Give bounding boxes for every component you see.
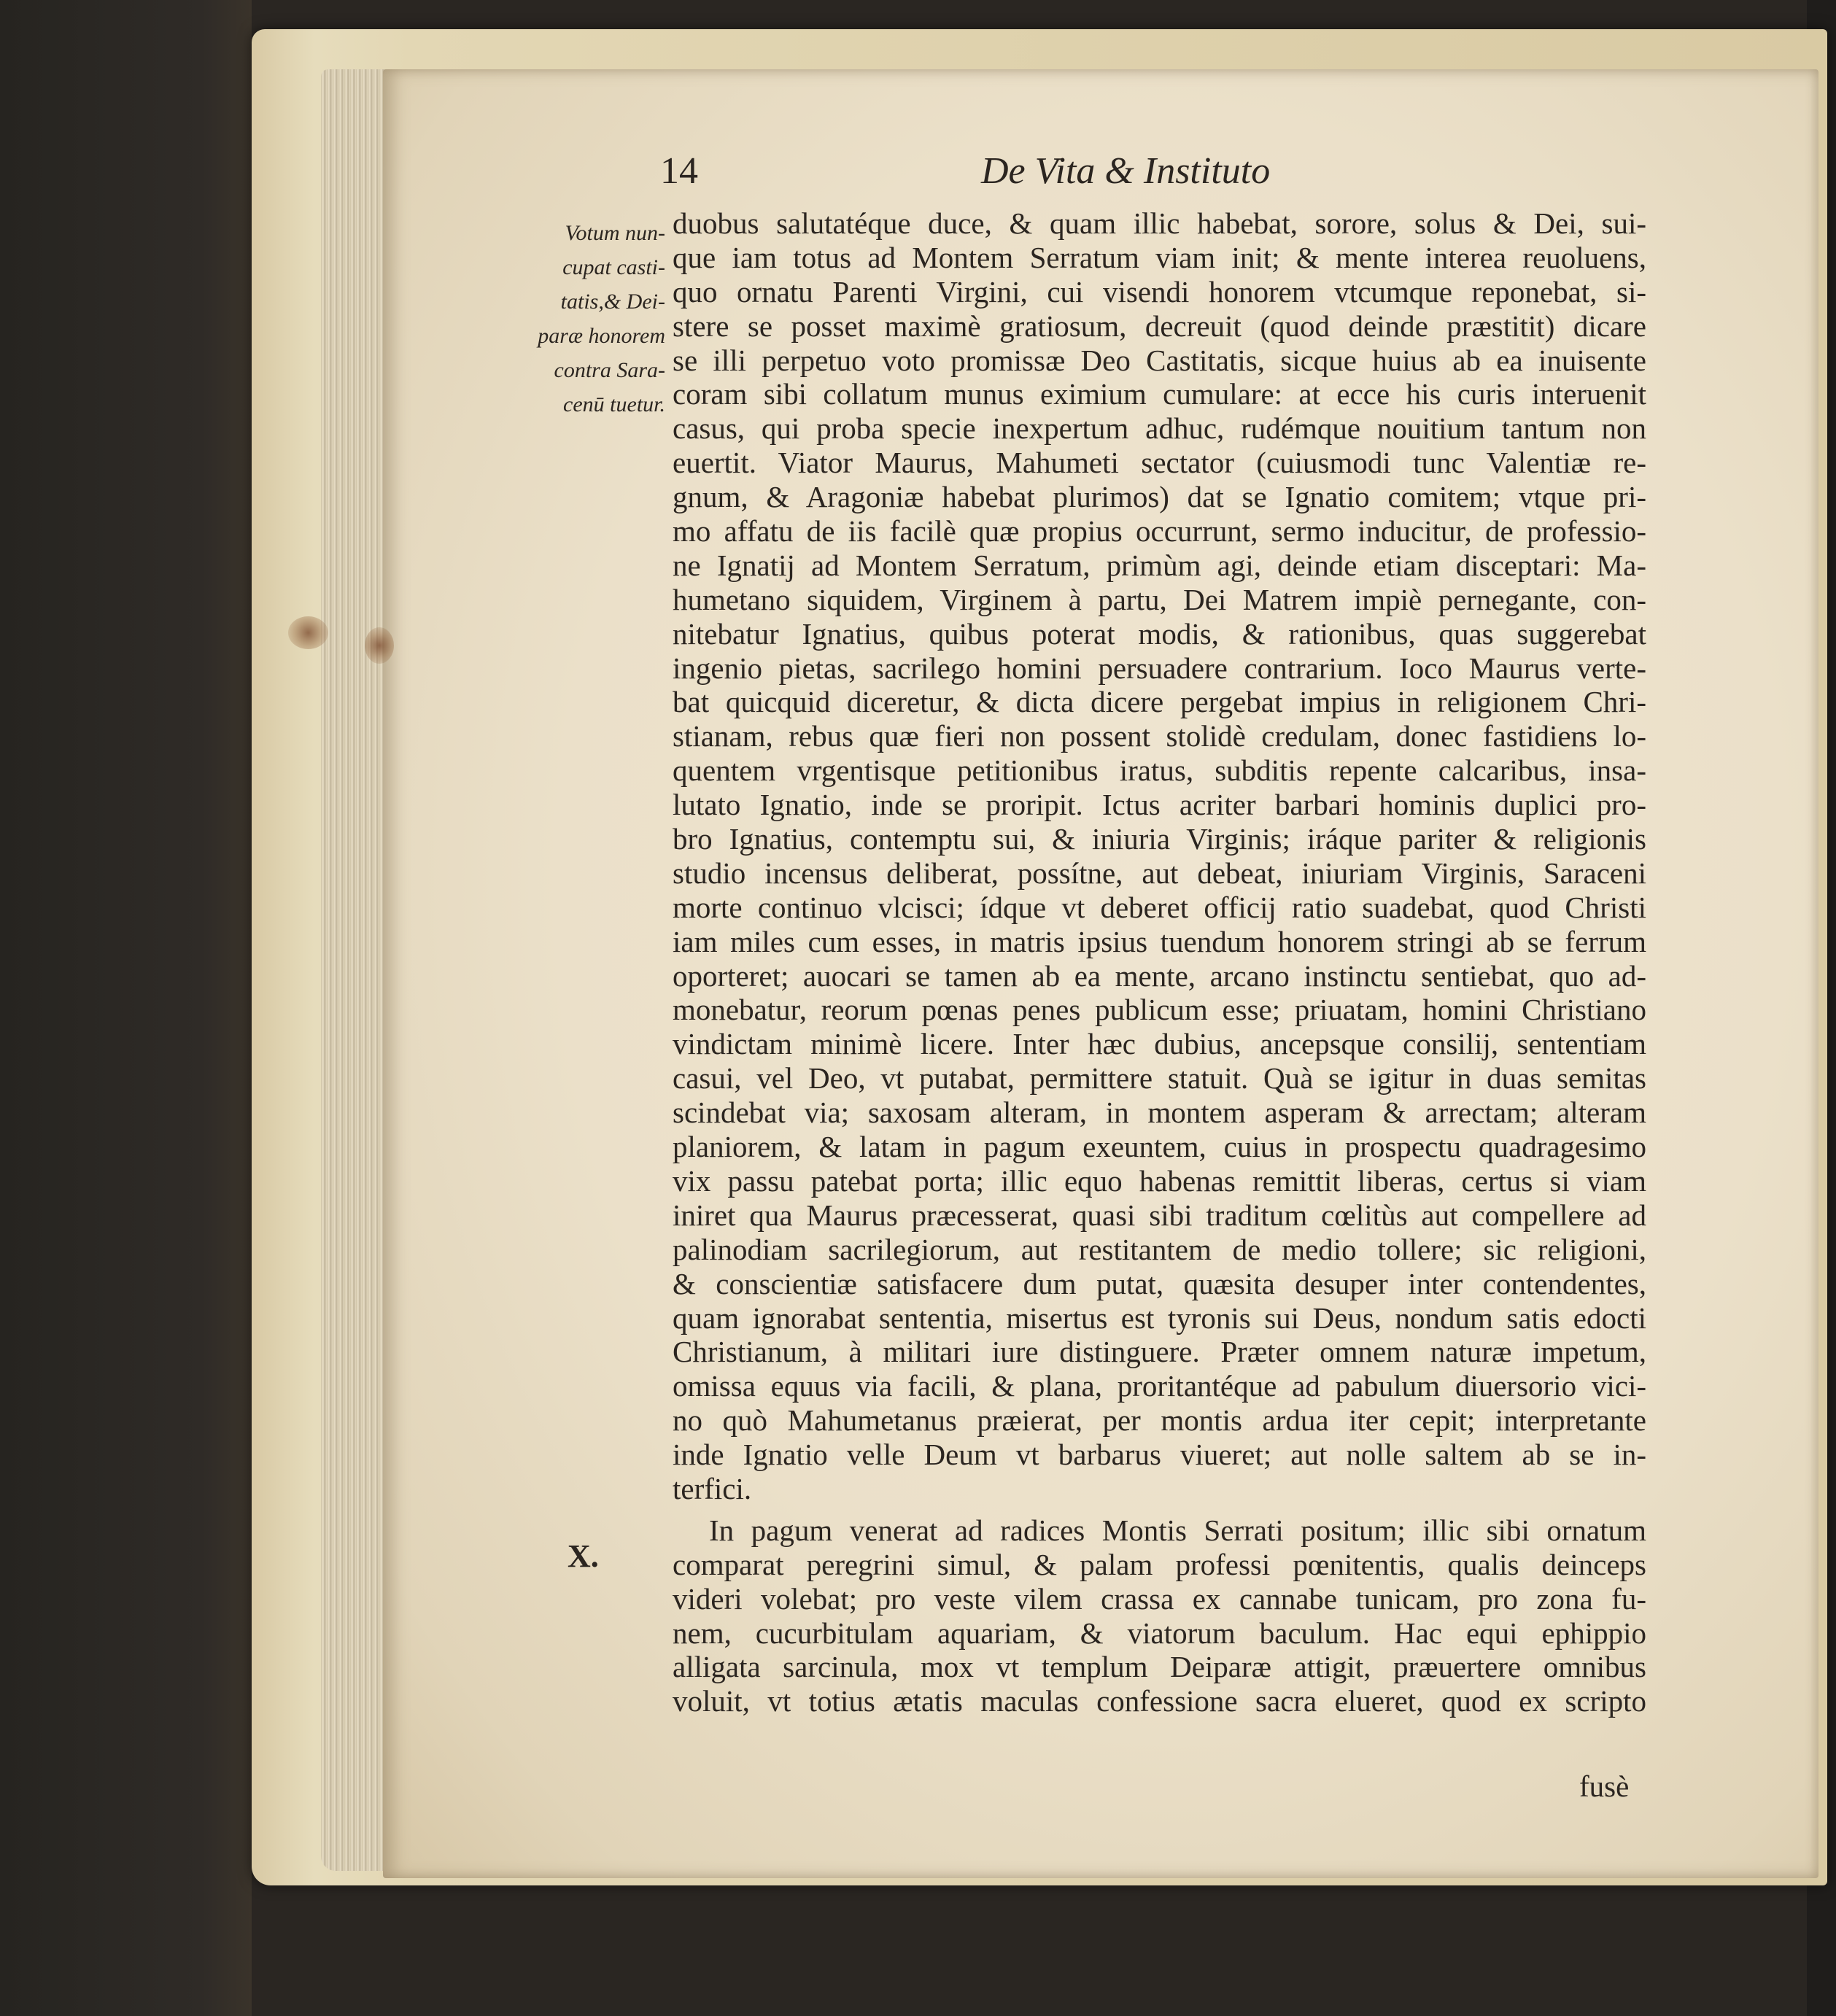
text-line: humetano siquidem, Virginem à partu, Dei Matrem impiè pernegante, con-: [673, 582, 1646, 616]
text-line: inde Ignatio velle Deum vt barbarus viueret; aut nolle saltem ab se in-: [673, 1438, 1646, 1472]
text-line: no quò Mahumetanus præierat, per montis ardua iter cepit; interpretante: [673, 1403, 1646, 1438]
text-line: In pagum venerat ad radices Montis Serrati positum; illic sibi ornatum: [709, 1513, 1646, 1547]
text-line: ne Ignatij ad Montem Serratum, primùm agi, deinde etiam disceptari: Ma-: [673, 548, 1646, 582]
text-line: voluit, vt totius ætatis maculas confessione sacra elueret, quod ex scripto: [673, 1684, 1646, 1718]
running-title: De Vita & Instituto: [981, 150, 1271, 192]
text-line: planiorem, & latam in pagum exeuntem, cuius in prospectu quadragesimo: [673, 1130, 1646, 1164]
text-line: quentem vrgentisque petitionibus iratus, subditis repente calcaribus, insa-: [673, 753, 1646, 788]
text-line: casui, vel Deo, vt putabat, permittere statuit. Quà se igitur in duas semitas: [673, 1061, 1646, 1096]
text-line: & conscientiæ satisfacere dum putat, quæsita desuper inter contendentes,: [673, 1266, 1646, 1300]
text-line: vindictam minimè licere. Inter hæc dubius, ancepsque consilij, sententiam: [673, 1027, 1646, 1061]
text-line: que iam totus ad Montem Serratum viam init; & mente interea reuoluens,: [673, 240, 1646, 274]
section-number: X.: [568, 1538, 599, 1574]
text-line: videri volebat; pro veste vilem crassa ex cannabe tunicam, pro zona fu-: [673, 1581, 1646, 1616]
margin-note-line: contra Sara-: [554, 358, 665, 382]
text-line: palinodiam sacrilegiorum, aut restitantem de medio tollere; sic religioni,: [673, 1232, 1646, 1266]
text-line: Christianum, à militari iure distinguere. Præter omnem naturæ impetum,: [673, 1335, 1646, 1369]
margin-note: [511, 216, 665, 422]
margin-note-line: paræ honorem: [538, 324, 665, 348]
text-line: morte continuo vlcisci; ídque vt deberet officij ratio suadebat, quod Christi: [673, 890, 1646, 924]
page-header: [660, 150, 1390, 201]
text-line: coram sibi collatum munus eximium cumulare: at ecce his curis interuenit: [673, 377, 1646, 411]
body-text: [673, 206, 1646, 1718]
text-line: quam ignorabat sententia, misertus est tyronis sui Deus, nondum satis edocti: [673, 1300, 1646, 1335]
catchword: fusè: [1579, 1769, 1630, 1803]
text-line: terfici.: [673, 1471, 752, 1505]
text-line: studio incensus deliberat, possítne, aut debeat, iniuriam Virginis, Saraceni: [673, 856, 1646, 890]
text-line: euertit. Viator Maurus, Mahumeti sectator (cuiusmodi tunc Valentiæ re-: [673, 446, 1646, 480]
margin-note-line: Votum nun-: [565, 221, 665, 245]
margin-note-line: cenū tuetur.: [563, 392, 665, 416]
text-line: iniret qua Maurus præcesserat, quasi sibi traditum cœlitùs aut compellere ad: [673, 1198, 1646, 1232]
page-number: 14: [660, 150, 698, 192]
text-line: gnum, & Aragoniæ habebat plurimos) dat se Ignatio comitem; vtque pri-: [673, 480, 1646, 514]
text-line: scindebat via; saxosam alteram, in montem asperam & arrectam; alteram: [673, 1096, 1646, 1130]
text-line: nitebatur Ignatius, quibus poterat modis, & rationibus, quas suggerebat: [673, 616, 1646, 651]
text-line: comparat peregrini simul, & palam professi pœnitentis, qualis deinceps: [673, 1547, 1646, 1581]
text-line: duobus salutatéque duce, & quam illic habebat, sorore, solus & Dei, sui-: [673, 206, 1646, 240]
margin-note-line: cupat casti-: [562, 255, 665, 279]
text-line: oporteret; auocari se tamen ab ea mente, arcano instinctu sentiebat, quo ad-: [673, 958, 1646, 993]
text-line: casus, qui proba specie inexpertum adhuc, rudémque nouitium tantum non: [673, 411, 1646, 446]
text-line: alligata sarcinula, mox vt templum Deiparæ attigit, præuertere omnibus: [673, 1650, 1646, 1684]
text-line: quo ornatu Parenti Virgini, cui visendi honorem vtcumque reponebat, si-: [673, 274, 1646, 309]
text-line: vix passu patebat porta; illic equo habenas remittit liberas, certus si viam: [673, 1163, 1646, 1198]
text-line: nem, cucurbitulam aquariam, & viatorum baculum. Hac equi ephippio: [673, 1616, 1646, 1650]
paragraph-gap: [673, 1506, 1646, 1513]
text-line: stere se posset maximè gratiosum, decreuit (quod deinde præstitit) dicare: [673, 309, 1646, 343]
text-line: ingenio pietas, sacrilego homini persuadere contrarium. Ioco Maurus verte-: [673, 651, 1646, 685]
text-line: bro Ignatius, contemptu sui, & iniuria Virginis; iráque pariter & religionis: [673, 822, 1646, 856]
margin-note-line: tatis,& Dei-: [560, 290, 665, 314]
text-line: mo affatu de iis facilè quæ propius occurrunt, sermo inducitur, de professio-: [673, 514, 1646, 548]
text-line: se illi perpetuo voto promissæ Deo Castitatis, sicque huius ab ea inuisente: [673, 343, 1646, 377]
text-line: iam miles cum esses, in matris ipsius tuendum honorem stringi ab se ferrum: [673, 924, 1646, 958]
text-line: omissa equus via facili, & plana, proritantéque ad pabulum diuersorio vici-: [673, 1369, 1646, 1403]
text-line: bat quicquid diceretur, & dicta dicere pergebat impius in religionem Chri-: [673, 685, 1646, 719]
text-line: lutato Ignatio, inde se proripit. Ictus acriter barbari hominis duplici pro-: [673, 788, 1646, 822]
text-line: monebatur, reorum pœnas penes publicum esse; priuatam, homini Christiano: [673, 993, 1646, 1027]
text-line: stianam, rebus quæ fieri non possent stolidè credulam, donec fastidiens lo-: [673, 719, 1646, 753]
